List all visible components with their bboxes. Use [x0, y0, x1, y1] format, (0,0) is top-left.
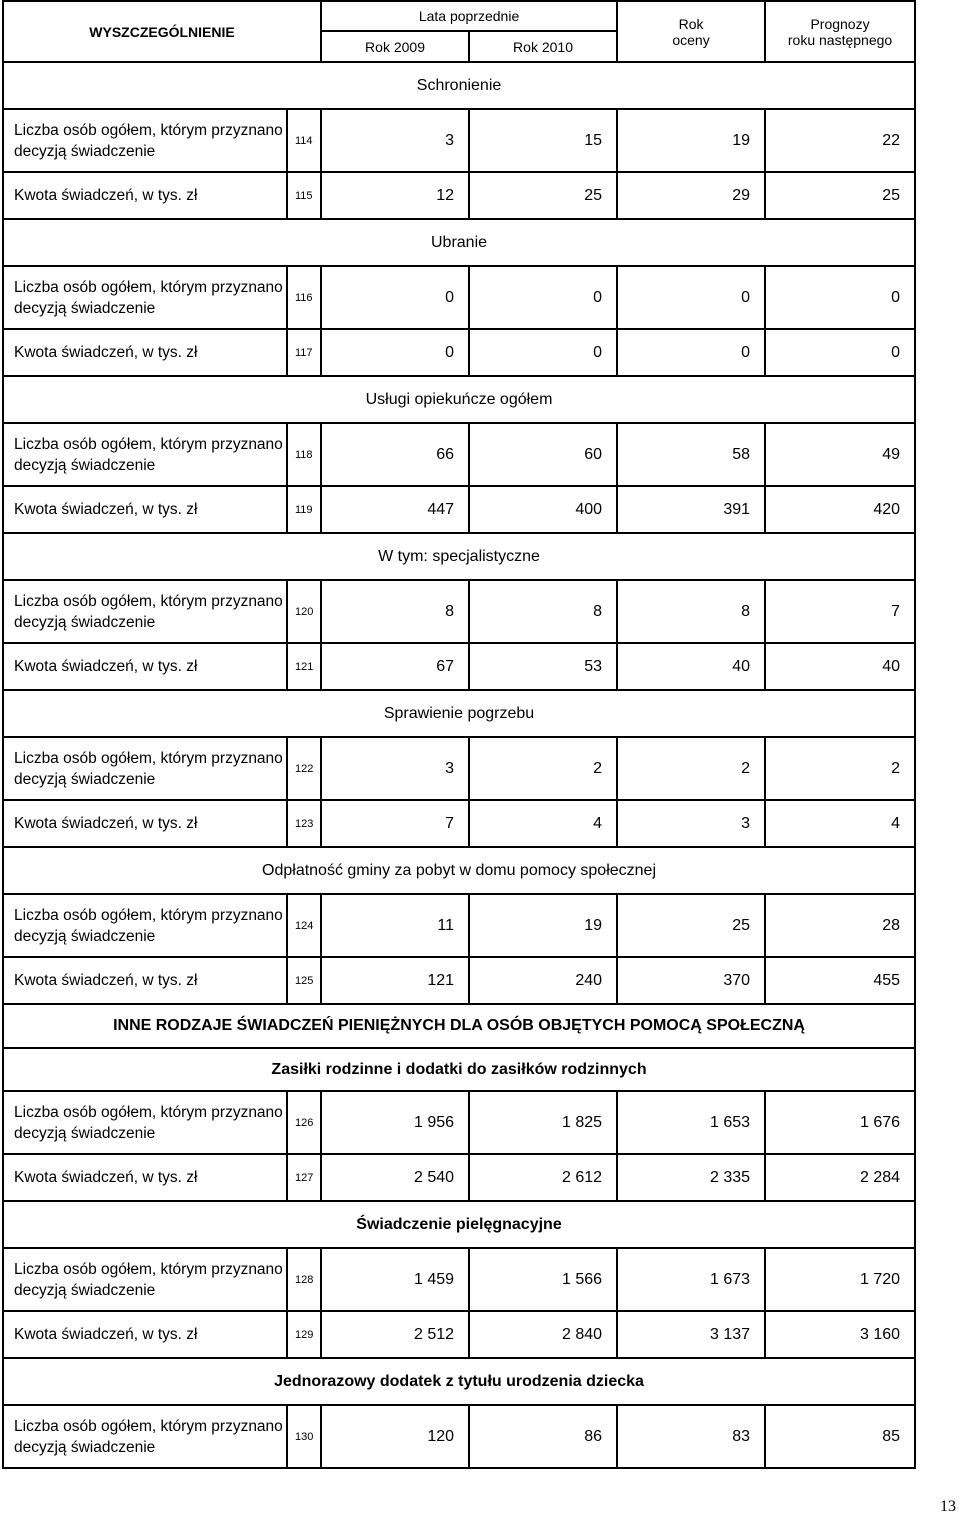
value-cell: 0 [321, 266, 469, 329]
value-cell: 1 653 [617, 1091, 765, 1154]
section-title-row [3, 62, 915, 109]
page-number: 13 [940, 1498, 956, 1515]
header-description: WYSZCZEGÓLNIENIE [3, 1, 321, 62]
section-title-row [3, 376, 915, 423]
row-code: 126 [287, 1091, 321, 1154]
section-title-row [3, 847, 915, 894]
table-row [3, 109, 915, 172]
header-forecast: Prognozy roku następnego [765, 1, 915, 62]
value-cell: 1 459 [321, 1248, 469, 1311]
section-title-row [3, 1048, 915, 1091]
header-assessment-year: Rok oceny [617, 1, 765, 62]
category-title: INNE RODZAJE ŚWIADCZEŃ PIENIĘŻNYCH DLA OSÓB OBJĘTYCH POMOCĄ SPOŁECZNĄ [3, 1004, 915, 1048]
value-cell: 240 [469, 957, 617, 1004]
value-cell: 2 284 [765, 1154, 915, 1201]
value-cell: 3 160 [765, 1311, 915, 1358]
value-cell: 1 673 [617, 1248, 765, 1311]
value-cell: 1 720 [765, 1248, 915, 1311]
amount-label: Kwota świadczeń, w tys. zł [3, 957, 287, 1004]
value-cell: 2 612 [469, 1154, 617, 1201]
row-code: 116 [287, 266, 321, 329]
row-code: 122 [287, 737, 321, 800]
value-cell: 85 [765, 1405, 915, 1468]
value-cell: 3 137 [617, 1311, 765, 1358]
value-cell: 8 [469, 580, 617, 643]
table-row [3, 423, 915, 486]
value-cell: 1 956 [321, 1091, 469, 1154]
value-cell: 66 [321, 423, 469, 486]
value-cell: 58 [617, 423, 765, 486]
section-title: Świadczenie pielęgnacyjne [3, 1201, 915, 1248]
table-row [3, 266, 915, 329]
row-code: 117 [287, 329, 321, 376]
header-previous-years: Lata poprzednie [321, 1, 617, 31]
value-cell: 12 [321, 172, 469, 219]
value-cell: 3 [321, 109, 469, 172]
value-cell: 8 [321, 580, 469, 643]
value-cell: 25 [469, 172, 617, 219]
value-cell: 83 [617, 1405, 765, 1468]
table-row [3, 957, 915, 1004]
table-row [3, 1248, 915, 1311]
table-row [3, 737, 915, 800]
value-cell: 1 676 [765, 1091, 915, 1154]
value-cell: 2 540 [321, 1154, 469, 1201]
value-cell: 2 [617, 737, 765, 800]
count-label: Liczba osób ogółem, którym przyznano decyzją świadczenie [3, 1405, 287, 1468]
section-title: Odpłatność gminy za pobyt w domu pomocy społecznej [3, 847, 915, 894]
row-code: 130 [287, 1405, 321, 1468]
amount-label: Kwota świadczeń, w tys. zł [3, 643, 287, 690]
table-row [3, 1405, 915, 1468]
row-code: 127 [287, 1154, 321, 1201]
row-code: 123 [287, 800, 321, 847]
row-code: 119 [287, 486, 321, 533]
value-cell: 2 [469, 737, 617, 800]
value-cell: 25 [765, 172, 915, 219]
section-title: Zasiłki rodzinne i dodatki do zasiłków rodzinnych [3, 1048, 915, 1091]
section-title: Usługi opiekuńcze ogółem [3, 376, 915, 423]
section-title: Jednorazowy dodatek z tytułu urodzenia dziecka [3, 1358, 915, 1405]
section-title-row [3, 690, 915, 737]
value-cell: 0 [617, 266, 765, 329]
value-cell: 2 512 [321, 1311, 469, 1358]
value-cell: 8 [617, 580, 765, 643]
row-code: 125 [287, 957, 321, 1004]
row-code: 124 [287, 894, 321, 957]
section-title-row [3, 533, 915, 580]
count-label: Liczba osób ogółem, którym przyznano decyzją świadczenie [3, 737, 287, 800]
table-row [3, 1154, 915, 1201]
value-cell: 120 [321, 1405, 469, 1468]
count-label: Liczba osób ogółem, którym przyznano decyzją świadczenie [3, 423, 287, 486]
value-cell: 1 825 [469, 1091, 617, 1154]
amount-label: Kwota świadczeń, w tys. zł [3, 172, 287, 219]
table-row [3, 1091, 915, 1154]
table-row [3, 894, 915, 957]
table-row [3, 1311, 915, 1358]
value-cell: 420 [765, 486, 915, 533]
count-label: Liczba osób ogółem, którym przyznano decyzją świadczenie [3, 266, 287, 329]
section-title: W tym: specjalistyczne [3, 533, 915, 580]
row-code: 114 [287, 109, 321, 172]
amount-label: Kwota świadczeń, w tys. zł [3, 486, 287, 533]
value-cell: 2 840 [469, 1311, 617, 1358]
value-cell: 0 [765, 329, 915, 376]
value-cell: 19 [617, 109, 765, 172]
value-cell: 15 [469, 109, 617, 172]
value-cell: 0 [469, 329, 617, 376]
count-label: Liczba osób ogółem, którym przyznano decyzją świadczenie [3, 580, 287, 643]
value-cell: 121 [321, 957, 469, 1004]
value-cell: 455 [765, 957, 915, 1004]
header-row-top [3, 1, 915, 31]
table-row [3, 800, 915, 847]
count-label: Liczba osób ogółem, którym przyznano decyzją świadczenie [3, 109, 287, 172]
count-label: Liczba osób ogółem, którym przyznano decyzją świadczenie [3, 1091, 287, 1154]
benefits-table [2, 0, 916, 1469]
amount-label: Kwota świadczeń, w tys. zł [3, 800, 287, 847]
section-title-row [3, 219, 915, 266]
row-code: 121 [287, 643, 321, 690]
value-cell: 3 [617, 800, 765, 847]
value-cell: 49 [765, 423, 915, 486]
value-cell: 0 [617, 329, 765, 376]
value-cell: 86 [469, 1405, 617, 1468]
value-cell: 53 [469, 643, 617, 690]
section-title: Sprawienie pogrzebu [3, 690, 915, 737]
value-cell: 4 [469, 800, 617, 847]
value-cell: 40 [617, 643, 765, 690]
count-label: Liczba osób ogółem, którym przyznano decyzją świadczenie [3, 1248, 287, 1311]
value-cell: 29 [617, 172, 765, 219]
value-cell: 22 [765, 109, 915, 172]
value-cell: 2 335 [617, 1154, 765, 1201]
value-cell: 4 [765, 800, 915, 847]
value-cell: 370 [617, 957, 765, 1004]
value-cell: 19 [469, 894, 617, 957]
value-cell: 0 [765, 266, 915, 329]
value-cell: 400 [469, 486, 617, 533]
value-cell: 7 [765, 580, 915, 643]
amount-label: Kwota świadczeń, w tys. zł [3, 1311, 287, 1358]
amount-label: Kwota świadczeń, w tys. zł [3, 329, 287, 376]
row-code: 129 [287, 1311, 321, 1358]
value-cell: 1 566 [469, 1248, 617, 1311]
table-row [3, 486, 915, 533]
value-cell: 25 [617, 894, 765, 957]
value-cell: 2 [765, 737, 915, 800]
table-row [3, 643, 915, 690]
count-label: Liczba osób ogółem, którym przyznano decyzją świadczenie [3, 894, 287, 957]
value-cell: 40 [765, 643, 915, 690]
row-code: 118 [287, 423, 321, 486]
value-cell: 0 [321, 329, 469, 376]
value-cell: 11 [321, 894, 469, 957]
value-cell: 0 [469, 266, 617, 329]
section-title: Schronienie [3, 62, 915, 109]
table-row [3, 172, 915, 219]
value-cell: 28 [765, 894, 915, 957]
value-cell: 67 [321, 643, 469, 690]
header-year-2009: Rok 2009 [321, 31, 469, 62]
value-cell: 447 [321, 486, 469, 533]
value-cell: 60 [469, 423, 617, 486]
value-cell: 3 [321, 737, 469, 800]
row-code: 115 [287, 172, 321, 219]
value-cell: 7 [321, 800, 469, 847]
section-title-row [3, 1201, 915, 1248]
table-row [3, 580, 915, 643]
section-title-row [3, 1358, 915, 1405]
section-title: Ubranie [3, 219, 915, 266]
row-code: 128 [287, 1248, 321, 1311]
header-year-2010: Rok 2010 [469, 31, 617, 62]
category-row [3, 1004, 915, 1048]
value-cell: 391 [617, 486, 765, 533]
amount-label: Kwota świadczeń, w tys. zł [3, 1154, 287, 1201]
table-row [3, 329, 915, 376]
row-code: 120 [287, 580, 321, 643]
